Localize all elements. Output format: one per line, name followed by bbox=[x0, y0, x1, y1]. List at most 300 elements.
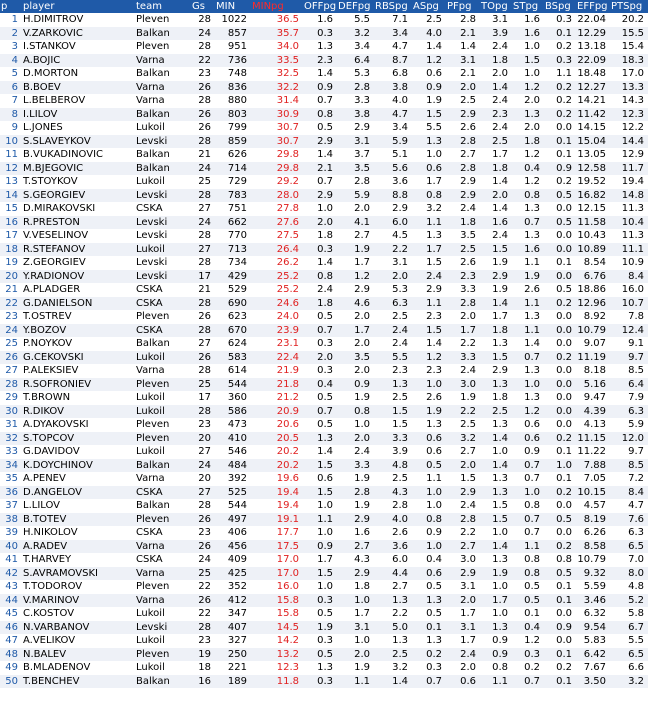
table-row bbox=[0, 324, 648, 338]
cell-gs: 23 bbox=[191, 67, 215, 81]
cell-bspg: 0.2 bbox=[544, 175, 576, 189]
cell-gs: 26 bbox=[191, 594, 215, 608]
cell-player[interactable]: T.STOYKOV bbox=[22, 175, 135, 189]
cell-stpg: 2.6 bbox=[512, 283, 544, 297]
cell-rbspg: 6.0 bbox=[374, 553, 412, 567]
cell-minpg: 19.6 bbox=[251, 472, 303, 486]
cell-defpg: 2.9 bbox=[337, 567, 374, 581]
cell-offpg: 0.7 bbox=[303, 324, 337, 338]
cell-player[interactable]: B.MLADENOV bbox=[22, 661, 135, 675]
cell-rbspg: 4.5 bbox=[374, 229, 412, 243]
cell-minpg: 30.9 bbox=[251, 108, 303, 122]
cell-stpg: 0.6 bbox=[512, 432, 544, 446]
cell-ptspg: 7.6 bbox=[610, 513, 648, 527]
cell-ptspg: 12.4 bbox=[610, 324, 648, 338]
cell-player[interactable]: T.BENCHEV bbox=[22, 675, 135, 689]
cell-ptspg: 16.0 bbox=[610, 283, 648, 297]
cell-bspg: 0.1 bbox=[544, 135, 576, 149]
cell-minpg: 24.6 bbox=[251, 297, 303, 311]
table-row bbox=[0, 270, 648, 284]
cell-offpg: 1.3 bbox=[303, 40, 337, 54]
cell-p: 10 bbox=[0, 135, 22, 149]
cell-defpg: 3.4 bbox=[337, 40, 374, 54]
cell-offpg: 0.5 bbox=[303, 121, 337, 135]
column-header-rbspg[interactable]: RBSpg bbox=[374, 0, 412, 13]
cell-gs: 28 bbox=[191, 94, 215, 108]
cell-pfpg: 1.9 bbox=[446, 391, 480, 405]
cell-offpg: 0.3 bbox=[303, 594, 337, 608]
cell-minpg: 25.2 bbox=[251, 270, 303, 284]
cell-p: 40 bbox=[0, 540, 22, 554]
table-row bbox=[0, 418, 648, 432]
cell-aspg: 0.5 bbox=[412, 580, 446, 594]
cell-aspg: 1.1 bbox=[412, 216, 446, 230]
cell-bspg: 0.2 bbox=[544, 540, 576, 554]
cell-ptspg: 6.3 bbox=[610, 526, 648, 540]
cell-player[interactable]: D.ANGELOV bbox=[22, 486, 135, 500]
cell-p: 48 bbox=[0, 648, 22, 662]
cell-offpg: 0.3 bbox=[303, 27, 337, 41]
cell-player[interactable]: V.VESELINOV bbox=[22, 229, 135, 243]
cell-stpg: 1.1 bbox=[512, 540, 544, 554]
cell-minpg: 20.5 bbox=[251, 432, 303, 446]
table-row bbox=[0, 175, 648, 189]
cell-min: 751 bbox=[215, 202, 251, 216]
cell-player[interactable]: A.PENEV bbox=[22, 472, 135, 486]
cell-min: 857 bbox=[215, 27, 251, 41]
cell-topg: 0.8 bbox=[480, 661, 512, 675]
table-row bbox=[0, 337, 648, 351]
cell-p: 16 bbox=[0, 216, 22, 230]
cell-offpg: 0.5 bbox=[303, 607, 337, 621]
cell-team: Pleven bbox=[135, 418, 191, 432]
column-header-minpg[interactable]: MINpg bbox=[251, 0, 303, 13]
table-row bbox=[0, 621, 648, 635]
cell-effpg: 18.86 bbox=[576, 283, 610, 297]
cell-aspg: 1.5 bbox=[412, 108, 446, 122]
cell-ptspg: 5.8 bbox=[610, 607, 648, 621]
cell-pfpg: 0.6 bbox=[446, 675, 480, 689]
cell-team: Levski bbox=[135, 216, 191, 230]
cell-gs: 26 bbox=[191, 121, 215, 135]
cell-bspg: 0.0 bbox=[544, 324, 576, 338]
cell-topg: 1.3 bbox=[480, 621, 512, 635]
cell-pfpg: 3.0 bbox=[446, 378, 480, 392]
cell-player[interactable]: L.BELBEROV bbox=[22, 94, 135, 108]
cell-effpg: 8.18 bbox=[576, 364, 610, 378]
cell-effpg: 9.07 bbox=[576, 337, 610, 351]
cell-minpg: 28.0 bbox=[251, 189, 303, 203]
cell-defpg: 1.7 bbox=[337, 607, 374, 621]
cell-team: Lukoil bbox=[135, 661, 191, 675]
column-header-offpg[interactable]: OFFpg bbox=[304, 1, 337, 12]
cell-minpg: 32.2 bbox=[251, 81, 303, 95]
table-row bbox=[0, 675, 648, 689]
table-row bbox=[0, 405, 648, 419]
cell-player[interactable]: S.SLAVEYKOV bbox=[22, 135, 135, 149]
cell-effpg: 5.59 bbox=[576, 580, 610, 594]
cell-player[interactable]: T.BROWN bbox=[22, 391, 135, 405]
cell-p: 36 bbox=[0, 486, 22, 500]
cell-ptspg: 8.5 bbox=[610, 364, 648, 378]
cell-stpg: 0.9 bbox=[512, 445, 544, 459]
cell-defpg: 3.2 bbox=[337, 27, 374, 41]
column-header-p[interactable]: p bbox=[0, 0, 22, 13]
cell-p: 23 bbox=[0, 310, 22, 324]
cell-p: 39 bbox=[0, 526, 22, 540]
cell-player[interactable]: B.BOEV bbox=[22, 81, 135, 95]
header-row bbox=[0, 0, 648, 13]
cell-min: 859 bbox=[215, 135, 251, 149]
cell-effpg: 11.15 bbox=[576, 432, 610, 446]
cell-player[interactable]: R.PRESTON bbox=[22, 216, 135, 230]
cell-topg: 1.4 bbox=[480, 297, 512, 311]
cell-player[interactable]: A.PLADGER bbox=[22, 283, 135, 297]
cell-minpg: 21.2 bbox=[251, 391, 303, 405]
cell-player[interactable]: N.BALEV bbox=[22, 648, 135, 662]
cell-ptspg: 18.3 bbox=[610, 54, 648, 68]
cell-player[interactable]: D.MIRAKOVSKI bbox=[22, 202, 135, 216]
cell-player[interactable]: N.VARBANOV bbox=[22, 621, 135, 635]
cell-topg: 1.0 bbox=[480, 526, 512, 540]
cell-aspg: 1.1 bbox=[412, 297, 446, 311]
cell-effpg: 9.54 bbox=[576, 621, 610, 635]
cell-defpg: 5.5 bbox=[337, 13, 374, 27]
cell-ptspg: 9.1 bbox=[610, 337, 648, 351]
cell-gs: 16 bbox=[191, 675, 215, 689]
cell-bspg: 0.5 bbox=[544, 189, 576, 203]
cell-player[interactable]: S.AVRAMOVSKI bbox=[22, 567, 135, 581]
cell-p: 6 bbox=[0, 81, 22, 95]
table-row bbox=[0, 256, 648, 270]
cell-bspg: 0.3 bbox=[544, 13, 576, 27]
cell-gs: 25 bbox=[191, 567, 215, 581]
cell-minpg: 19.1 bbox=[251, 513, 303, 527]
cell-rbspg: 5.3 bbox=[374, 283, 412, 297]
cell-stpg: 0.7 bbox=[512, 513, 544, 527]
cell-effpg: 4.39 bbox=[576, 405, 610, 419]
cell-bspg: 0.0 bbox=[544, 229, 576, 243]
cell-minpg: 26.2 bbox=[251, 256, 303, 270]
cell-gs: 28 bbox=[191, 229, 215, 243]
cell-stpg: 1.1 bbox=[512, 324, 544, 338]
cell-rbspg: 2.0 bbox=[374, 270, 412, 284]
column-header-bspg[interactable]: BSpg bbox=[544, 0, 576, 13]
column-header-defpg[interactable]: DEFpg bbox=[337, 0, 374, 13]
cell-player[interactable]: G.DANIELSON bbox=[22, 297, 135, 311]
cell-pfpg: 1.7 bbox=[446, 607, 480, 621]
table-row bbox=[0, 445, 648, 459]
cell-player[interactable]: A.VELIKOV bbox=[22, 634, 135, 648]
cell-min: 803 bbox=[215, 108, 251, 122]
cell-offpg: 0.9 bbox=[303, 81, 337, 95]
table-row bbox=[0, 67, 648, 81]
cell-ptspg: 5.2 bbox=[610, 594, 648, 608]
cell-player[interactable]: A.RADEV bbox=[22, 540, 135, 554]
cell-topg: 0.9 bbox=[480, 648, 512, 662]
cell-min: 614 bbox=[215, 364, 251, 378]
cell-min: 836 bbox=[215, 81, 251, 95]
cell-bspg: 0.0 bbox=[544, 337, 576, 351]
cell-bspg: 0.3 bbox=[544, 54, 576, 68]
cell-topg: 2.0 bbox=[480, 67, 512, 81]
cell-effpg: 10.43 bbox=[576, 229, 610, 243]
cell-gs: 28 bbox=[191, 13, 215, 27]
table-row bbox=[0, 243, 648, 257]
cell-min: 497 bbox=[215, 513, 251, 527]
cell-rbspg: 5.1 bbox=[374, 148, 412, 162]
cell-pfpg: 3.2 bbox=[446, 432, 480, 446]
cell-effpg: 13.05 bbox=[576, 148, 610, 162]
cell-ptspg: 5.9 bbox=[610, 418, 648, 432]
cell-defpg: 1.9 bbox=[337, 499, 374, 513]
cell-gs: 28 bbox=[191, 621, 215, 635]
cell-pfpg: 2.9 bbox=[446, 175, 480, 189]
cell-topg: 2.3 bbox=[480, 108, 512, 122]
cell-minpg: 35.7 bbox=[251, 27, 303, 41]
column-header-player[interactable]: player bbox=[22, 0, 135, 13]
cell-offpg: 0.7 bbox=[303, 405, 337, 419]
cell-stpg: 0.7 bbox=[512, 351, 544, 365]
cell-player[interactable]: M.BJEGOVIC bbox=[22, 162, 135, 176]
cell-minpg: 17.5 bbox=[251, 540, 303, 554]
cell-stpg: 1.2 bbox=[512, 81, 544, 95]
cell-player[interactable]: I.LILOV bbox=[22, 108, 135, 122]
cell-player[interactable]: L.JONES bbox=[22, 121, 135, 135]
cell-minpg: 25.2 bbox=[251, 283, 303, 297]
cell-player[interactable]: S.TOPCOV bbox=[22, 432, 135, 446]
table-row bbox=[0, 378, 648, 392]
cell-pfpg: 3.1 bbox=[446, 621, 480, 635]
column-header-stpg[interactable]: STpg bbox=[512, 0, 544, 13]
cell-aspg: 1.3 bbox=[412, 418, 446, 432]
cell-player[interactable]: T.OSTREV bbox=[22, 310, 135, 324]
cell-stpg: 0.3 bbox=[512, 648, 544, 662]
cell-team: Pleven bbox=[135, 648, 191, 662]
cell-rbspg: 1.5 bbox=[374, 405, 412, 419]
cell-player[interactable]: T.HARVEY bbox=[22, 553, 135, 567]
cell-player[interactable]: D.MORTON bbox=[22, 67, 135, 81]
cell-ptspg: 7.0 bbox=[610, 553, 648, 567]
cell-player[interactable]: A.BOJIC bbox=[22, 54, 135, 68]
cell-bspg: 0.2 bbox=[544, 108, 576, 122]
cell-p: 26 bbox=[0, 351, 22, 365]
cell-effpg: 7.88 bbox=[576, 459, 610, 473]
cell-p: 38 bbox=[0, 513, 22, 527]
cell-topg: 1.7 bbox=[480, 310, 512, 324]
cell-pfpg: 2.8 bbox=[446, 513, 480, 527]
cell-player[interactable]: V.MARINOV bbox=[22, 594, 135, 608]
cell-effpg: 12.27 bbox=[576, 81, 610, 95]
cell-player[interactable]: I.STANKOV bbox=[22, 40, 135, 54]
cell-bspg: 0.1 bbox=[544, 580, 576, 594]
cell-bspg: 0.0 bbox=[544, 526, 576, 540]
cell-p: 9 bbox=[0, 121, 22, 135]
cell-pfpg: 1.5 bbox=[446, 472, 480, 486]
column-header-effpg[interactable]: EFFpg bbox=[576, 0, 610, 13]
cell-player[interactable]: V.ZARKOVIC bbox=[22, 27, 135, 41]
cell-minpg: 16.0 bbox=[251, 580, 303, 594]
cell-ptspg: 15.5 bbox=[610, 27, 648, 41]
cell-player[interactable]: P.ALEKSIEV bbox=[22, 364, 135, 378]
cell-min: 623 bbox=[215, 310, 251, 324]
cell-rbspg: 3.2 bbox=[374, 661, 412, 675]
cell-team: Lukoil bbox=[135, 445, 191, 459]
cell-team: Pleven bbox=[135, 513, 191, 527]
cell-min: 406 bbox=[215, 526, 251, 540]
cell-aspg: 1.9 bbox=[412, 405, 446, 419]
cell-player[interactable]: R.STEFANOV bbox=[22, 243, 135, 257]
cell-player[interactable]: Y.BOZOV bbox=[22, 324, 135, 338]
cell-min: 221 bbox=[215, 661, 251, 675]
cell-min: 360 bbox=[215, 391, 251, 405]
cell-effpg: 22.09 bbox=[576, 54, 610, 68]
cell-offpg: 0.8 bbox=[303, 270, 337, 284]
column-header-gs[interactable]: Gs bbox=[191, 0, 215, 13]
cell-player[interactable]: H.NIKOLOV bbox=[22, 526, 135, 540]
column-header-aspg[interactable]: ASpg bbox=[412, 0, 446, 13]
cell-p: 14 bbox=[0, 189, 22, 203]
cell-player[interactable]: B.TOTEV bbox=[22, 513, 135, 527]
cell-defpg: 3.5 bbox=[337, 351, 374, 365]
column-header-min[interactable]: MIN bbox=[215, 0, 251, 13]
cell-ptspg: 7.9 bbox=[610, 391, 648, 405]
cell-aspg: 1.0 bbox=[412, 540, 446, 554]
cell-player[interactable]: C.KOSTOV bbox=[22, 607, 135, 621]
cell-player[interactable]: L.LILOV bbox=[22, 499, 135, 513]
cell-stpg: 1.8 bbox=[512, 135, 544, 149]
cell-offpg: 1.0 bbox=[303, 202, 337, 216]
cell-ptspg: 17.0 bbox=[610, 67, 648, 81]
cell-minpg: 14.5 bbox=[251, 621, 303, 635]
column-header-pfpg[interactable]: PFpg bbox=[446, 0, 480, 13]
cell-defpg: 2.4 bbox=[337, 445, 374, 459]
cell-offpg: 0.3 bbox=[303, 634, 337, 648]
cell-min: 525 bbox=[215, 486, 251, 500]
cell-gs: 28 bbox=[191, 40, 215, 54]
cell-offpg: 0.5 bbox=[303, 310, 337, 324]
cell-team: Balkan bbox=[135, 337, 191, 351]
cell-player[interactable]: G.CEKOVSKI bbox=[22, 351, 135, 365]
cell-topg: 1.7 bbox=[480, 148, 512, 162]
cell-topg: 2.4 bbox=[480, 94, 512, 108]
table-row bbox=[0, 310, 648, 324]
cell-minpg: 19.4 bbox=[251, 486, 303, 500]
cell-p: 30 bbox=[0, 405, 22, 419]
cell-gs: 28 bbox=[191, 405, 215, 419]
cell-aspg: 0.5 bbox=[412, 459, 446, 473]
cell-aspg: 1.0 bbox=[412, 378, 446, 392]
cell-p: 28 bbox=[0, 378, 22, 392]
cell-p: 13 bbox=[0, 175, 22, 189]
cell-player[interactable]: G.DAVIDOV bbox=[22, 445, 135, 459]
cell-gs: 27 bbox=[191, 445, 215, 459]
cell-topg: 1.3 bbox=[480, 486, 512, 500]
cell-offpg: 0.3 bbox=[303, 243, 337, 257]
cell-player[interactable]: B.VUKADINOVIC bbox=[22, 148, 135, 162]
cell-bspg: 0.1 bbox=[544, 648, 576, 662]
cell-pfpg: 1.7 bbox=[446, 324, 480, 338]
column-header-topg[interactable]: TOpg bbox=[480, 0, 512, 13]
cell-aspg: 1.7 bbox=[412, 175, 446, 189]
cell-rbspg: 1.3 bbox=[374, 378, 412, 392]
cell-topg: 1.3 bbox=[480, 337, 512, 351]
cell-effpg: 3.46 bbox=[576, 594, 610, 608]
cell-player[interactable]: T.TODOROV bbox=[22, 580, 135, 594]
cell-defpg: 5.3 bbox=[337, 67, 374, 81]
cell-team: Balkan bbox=[135, 108, 191, 122]
cell-gs: 24 bbox=[191, 553, 215, 567]
cell-defpg: 1.6 bbox=[337, 526, 374, 540]
cell-ptspg: 6.6 bbox=[610, 661, 648, 675]
cell-min: 714 bbox=[215, 162, 251, 176]
cell-aspg: 2.3 bbox=[412, 310, 446, 324]
cell-min: 624 bbox=[215, 337, 251, 351]
cell-player[interactable]: Z.GEORGIEV bbox=[22, 256, 135, 270]
cell-defpg: 2.7 bbox=[337, 229, 374, 243]
cell-p: 8 bbox=[0, 108, 22, 122]
cell-gs: 22 bbox=[191, 607, 215, 621]
table-row bbox=[0, 229, 648, 243]
cell-offpg: 0.5 bbox=[303, 391, 337, 405]
cell-aspg: 0.6 bbox=[412, 432, 446, 446]
cell-minpg: 17.7 bbox=[251, 526, 303, 540]
cell-rbspg: 2.5 bbox=[374, 391, 412, 405]
cell-player[interactable]: P.NOYKOV bbox=[22, 337, 135, 351]
cell-bspg: 0.0 bbox=[544, 634, 576, 648]
cell-aspg: 1.1 bbox=[412, 472, 446, 486]
cell-player[interactable]: Y.RADIONOV bbox=[22, 270, 135, 284]
cell-player[interactable]: R.SOFRONIEV bbox=[22, 378, 135, 392]
cell-min: 734 bbox=[215, 256, 251, 270]
cell-stpg: 0.4 bbox=[512, 162, 544, 176]
cell-minpg: 15.8 bbox=[251, 594, 303, 608]
table-row bbox=[0, 499, 648, 513]
cell-aspg: 2.3 bbox=[412, 364, 446, 378]
cell-stpg: 2.0 bbox=[512, 94, 544, 108]
cell-min: 783 bbox=[215, 189, 251, 203]
cell-bspg: 0.1 bbox=[544, 256, 576, 270]
cell-offpg: 0.4 bbox=[303, 378, 337, 392]
cell-team: Balkan bbox=[135, 148, 191, 162]
cell-effpg: 7.67 bbox=[576, 661, 610, 675]
cell-pfpg: 2.0 bbox=[446, 661, 480, 675]
cell-topg: 1.5 bbox=[480, 499, 512, 513]
cell-min: 1022 bbox=[215, 13, 251, 27]
cell-pfpg: 3.3 bbox=[446, 283, 480, 297]
cell-player[interactable]: S.GEORGIEV bbox=[22, 189, 135, 203]
cell-ptspg: 8.4 bbox=[610, 486, 648, 500]
cell-p: 45 bbox=[0, 607, 22, 621]
cell-stpg: 1.1 bbox=[512, 297, 544, 311]
cell-player[interactable]: R.DIKOV bbox=[22, 405, 135, 419]
cell-min: 407 bbox=[215, 621, 251, 635]
cell-player[interactable]: K.DOYCHINOV bbox=[22, 459, 135, 473]
cell-player[interactable]: H.DIMITROV bbox=[22, 13, 135, 27]
cell-effpg: 3.50 bbox=[576, 675, 610, 689]
table-row bbox=[0, 297, 648, 311]
cell-bspg: 0.1 bbox=[544, 594, 576, 608]
cell-stpg: 1.1 bbox=[512, 256, 544, 270]
cell-player[interactable]: A.DYAKOVSKI bbox=[22, 418, 135, 432]
cell-defpg: 3.8 bbox=[337, 108, 374, 122]
cell-defpg: 2.7 bbox=[337, 540, 374, 554]
cell-p: 21 bbox=[0, 283, 22, 297]
cell-aspg: 2.5 bbox=[412, 13, 446, 27]
column-header-ptspg[interactable]: PTSpg bbox=[610, 0, 648, 13]
cell-rbspg: 3.6 bbox=[374, 175, 412, 189]
column-header-team[interactable]: team bbox=[135, 0, 191, 13]
